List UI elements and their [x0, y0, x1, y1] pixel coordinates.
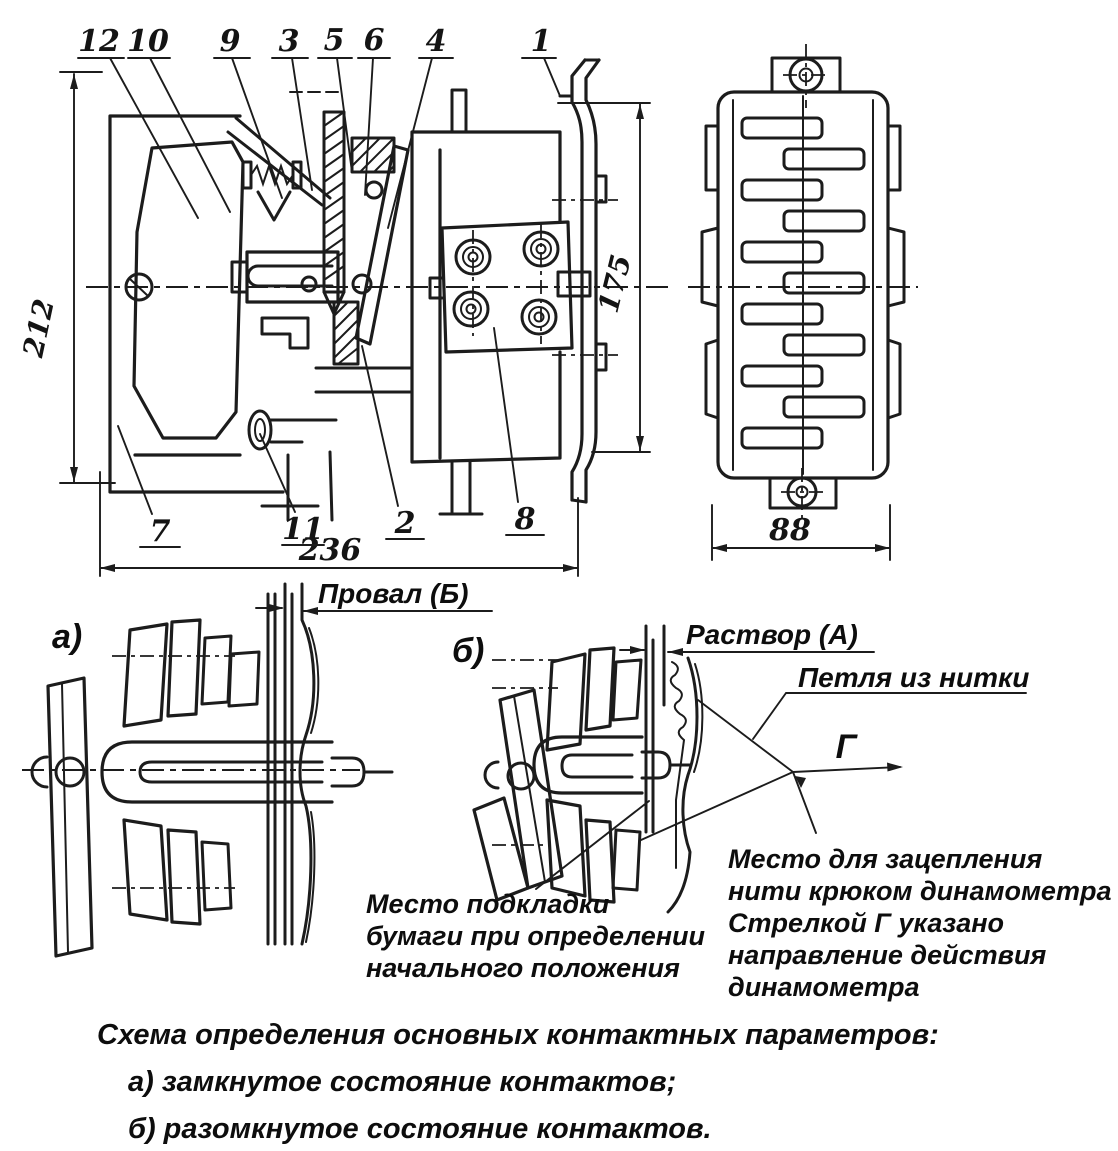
dim-88-value: 88	[769, 513, 811, 548]
thread-loop-label: Петля из нитки	[798, 662, 1030, 693]
lower-mechanism	[249, 302, 410, 520]
part-label: 4	[425, 24, 447, 59]
detail-a-label: а)	[52, 618, 83, 656]
note-paper-line: начального положения	[366, 953, 680, 983]
dimension-88	[712, 505, 890, 560]
note-paper-line: Место подкладки	[366, 889, 610, 919]
movable-contact-lever	[302, 146, 408, 344]
lever-pivot	[366, 182, 382, 198]
upper-mechanism	[228, 112, 408, 344]
terminal-screw	[522, 300, 556, 334]
part-label: 7	[149, 514, 171, 549]
adjusting-knob	[249, 411, 336, 449]
dimension-212	[16, 72, 115, 483]
part-label: 5	[323, 23, 345, 58]
hatched-shaft-column	[324, 112, 344, 314]
part-label: 1	[530, 24, 552, 59]
caption-title: Схема определения основных контактных параметров:	[97, 1019, 939, 1051]
detail-a-shaft	[102, 742, 392, 802]
hatched-contact-holder	[352, 138, 394, 172]
dimension-175	[558, 103, 650, 452]
part-label: 10	[127, 24, 169, 59]
bracket-clip	[596, 176, 606, 202]
detail-a-contact-plates	[268, 584, 318, 944]
note-hook-line: Стрелкой Г указано	[728, 908, 1005, 938]
hatched-lower-column	[334, 302, 358, 364]
detail-a-dim-label: Провал (Б)	[318, 578, 469, 609]
detail-b-contact-plates	[646, 626, 702, 912]
part-label: 2	[394, 506, 416, 541]
part-label: 3	[278, 24, 300, 59]
main-view	[16, 23, 918, 576]
thread-loop-callout	[753, 662, 1029, 739]
dimension-236	[100, 472, 578, 576]
detail-b-gap-dimension	[620, 619, 874, 656]
part-label: 6	[363, 23, 385, 58]
part-labels-top	[78, 23, 560, 228]
detail-b	[366, 619, 1111, 1002]
caption-item-a: а) замкнутое состояние контактов;	[128, 1066, 677, 1098]
detail-a-upper-blocks	[112, 620, 259, 726]
shaft-block	[232, 252, 338, 302]
note-hook-line: Место для зацепления	[728, 844, 1043, 874]
detail-b-shaft	[534, 737, 690, 793]
terminal-clamp	[558, 272, 590, 296]
detail-b-dim-label: Раствор (А)	[686, 619, 858, 650]
top-screw	[772, 44, 840, 108]
terminal-screw	[454, 292, 488, 326]
bracket-clip	[596, 344, 606, 370]
caption-item-b: б) разомкнутое состояние контактов.	[128, 1113, 712, 1145]
note-paper-line: бумаги при определении	[366, 921, 706, 951]
note-hook-text	[728, 844, 1111, 1002]
note-hook-line: нити крюком динамометра	[728, 876, 1112, 906]
part-label: 12	[78, 24, 120, 59]
armature-plate	[126, 142, 243, 438]
note-paper-text	[366, 889, 706, 983]
detail-b-label: б)	[452, 632, 485, 670]
detail-b-upper-blocks	[547, 648, 641, 750]
detail-a-lower-blocks	[112, 820, 235, 924]
part-label: 9	[219, 24, 241, 59]
side-view	[702, 44, 904, 560]
force-arrow-label: Г	[835, 728, 857, 766]
lever-vee	[258, 192, 290, 220]
dim-175-value: 175	[591, 251, 638, 317]
dim-236-value: 236	[298, 533, 362, 568]
detail-a-armature	[32, 678, 92, 956]
part-label: 11	[282, 512, 324, 547]
part-label: 8	[514, 502, 536, 537]
caption	[97, 1019, 939, 1145]
dim-212-value: 212	[16, 296, 61, 361]
detail-b-lower-blocks	[547, 800, 640, 902]
note-hook-line: направление действия	[728, 940, 1047, 970]
support-legs	[440, 462, 482, 514]
note-hook-line: динамометра	[728, 972, 920, 1002]
